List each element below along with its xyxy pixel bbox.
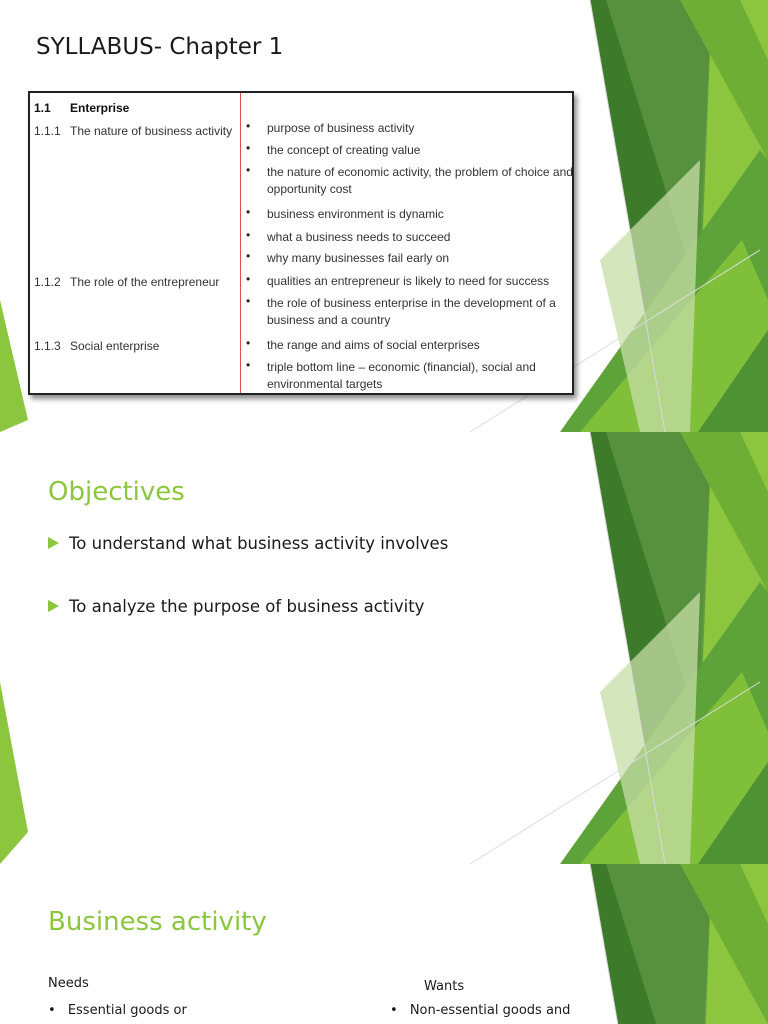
list-item-text: the nature of economic activity, the problem of choice and opportunity cost xyxy=(267,165,573,196)
slide-title: Objectives xyxy=(48,477,185,507)
slide-syllabus xyxy=(0,0,768,432)
list-item-text: why many businesses fail early on xyxy=(267,251,450,265)
topic-number: 1.1.1 xyxy=(34,124,61,138)
syllabus-table xyxy=(28,91,574,395)
wants-heading: Wants xyxy=(424,979,465,994)
bullet: • xyxy=(246,141,251,155)
slide-business-activity xyxy=(0,864,768,1024)
bullet: • xyxy=(246,228,251,242)
slide-decoration xyxy=(0,864,768,1024)
list-item-text: the role of business enterprise in the development of a business and a country xyxy=(267,296,556,327)
bullet: • xyxy=(246,358,251,372)
wants-item xyxy=(390,1003,570,1018)
needs-item xyxy=(48,1003,187,1018)
objective-item xyxy=(48,534,448,553)
needs-heading: Needs xyxy=(48,976,89,991)
bullet: • xyxy=(246,249,251,263)
section-number: 1.1 xyxy=(34,101,51,115)
list-item-text: the concept of creating value xyxy=(267,143,421,157)
needs-item-text: Essential goods or xyxy=(67,1003,187,1018)
section-label: Enterprise xyxy=(70,101,130,115)
list-item-text: the range and aims of social enterprises xyxy=(267,338,480,352)
bullet: • xyxy=(246,294,251,308)
objective-text: To understand what business activity involves xyxy=(69,534,449,553)
topic-number: 1.1.2 xyxy=(34,275,61,289)
objective-item xyxy=(48,597,424,616)
topic-label: Social enterprise xyxy=(70,339,160,353)
bullet: • xyxy=(246,205,251,219)
bullet: • xyxy=(48,1003,56,1018)
slide-objectives xyxy=(0,432,768,864)
wants-item-text: Non-essential goods and xyxy=(409,1003,571,1018)
bullet: • xyxy=(246,336,251,350)
topic-label: The nature of business activity xyxy=(70,124,233,138)
bullet: • xyxy=(390,1003,398,1018)
topic-label: The role of the entrepreneur xyxy=(70,275,220,289)
bullet: • xyxy=(246,272,251,286)
topic-number: 1.1.3 xyxy=(34,339,61,353)
list-item-text: business environment is dynamic xyxy=(267,207,444,221)
triangle-bullet-icon xyxy=(48,600,59,612)
list-item-text: purpose of business activity xyxy=(267,121,415,135)
slide-title: Business activity xyxy=(48,907,267,937)
list-item-text: triple bottom line – economic (financial), social and environmental targets xyxy=(267,360,536,391)
list-item-text: qualities an entrepreneur is likely to need for success xyxy=(267,274,550,288)
table-divider xyxy=(240,93,241,393)
bullet: • xyxy=(246,119,251,133)
slide-title: SYLLABUS- Chapter 1 xyxy=(36,34,284,60)
bullet: • xyxy=(246,163,251,177)
objective-text: To analyze the purpose of business activity xyxy=(69,597,425,616)
triangle-bullet-icon xyxy=(48,537,59,549)
list-item-text: what a business needs to succeed xyxy=(267,230,451,244)
